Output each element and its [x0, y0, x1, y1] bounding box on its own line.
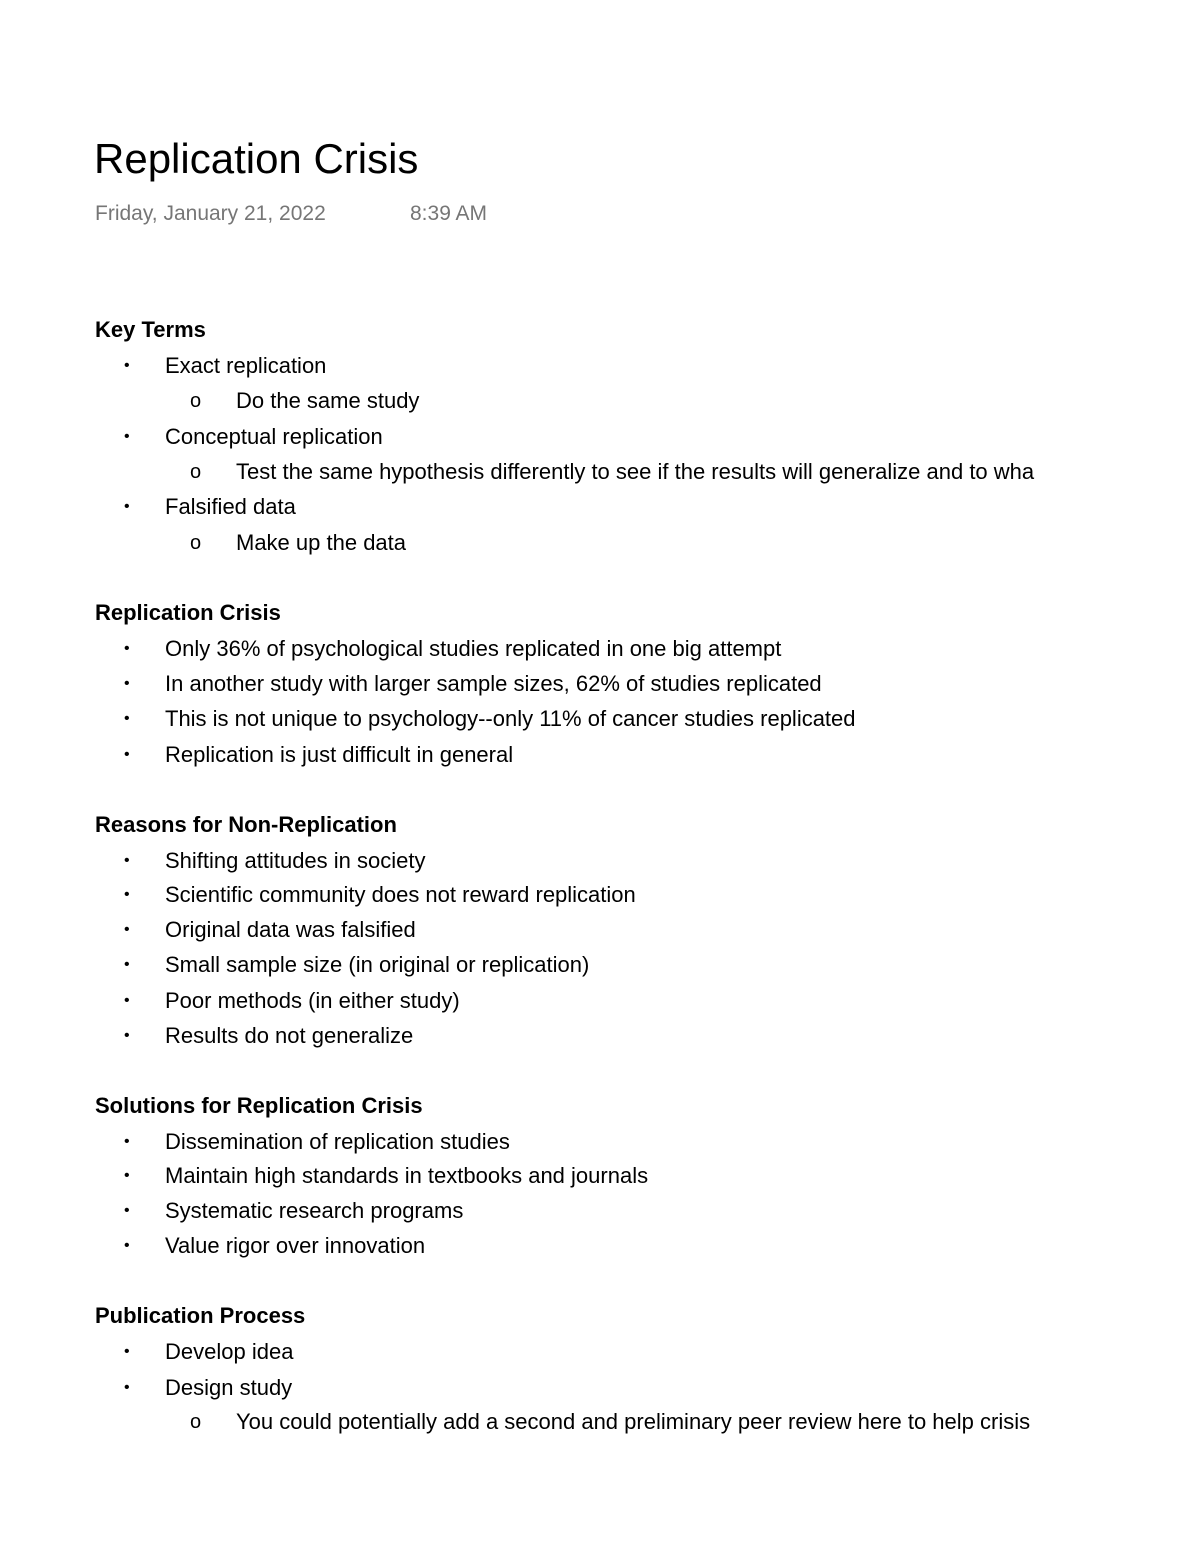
bullet-icon: •: [124, 886, 130, 903]
bullet-icon: •: [124, 956, 130, 973]
section-heading-reasons: Reasons for Non-Replication: [95, 812, 397, 837]
bullet-icon: •: [124, 746, 130, 763]
page-date: Friday, January 21, 2022: [95, 202, 326, 225]
bullet-icon: •: [124, 1167, 130, 1184]
list-item-text: Dissemination of replication studies: [165, 1129, 510, 1154]
list-item-text: Original data was falsified: [165, 917, 416, 942]
page-title: Replication Crisis: [94, 135, 419, 182]
sub-bullet-icon: o: [190, 532, 202, 554]
sub-list-item-text: Test the same hypothesis differently to see if the results will generalize and to wha: [236, 459, 1035, 484]
bullet-icon: •: [124, 1379, 130, 1396]
list-item-text: Conceptual replication: [165, 424, 383, 449]
bullet-icon: •: [124, 1027, 130, 1044]
list-item-text: Small sample size (in original or replication): [165, 952, 590, 977]
list-item-text: Exact replication: [165, 353, 327, 378]
sub-list-item-text: Do the same study: [236, 388, 420, 413]
list-item-text: In another study with larger sample sizes, 62% of studies replicated: [165, 671, 822, 696]
bullet-icon: •: [124, 992, 130, 1009]
list-item-text: Replication is just difficult in general: [165, 742, 514, 767]
sub-list-item-text: Make up the data: [236, 530, 407, 555]
bullet-icon: •: [124, 640, 130, 657]
list-item-text: Develop idea: [165, 1339, 294, 1364]
list-item-text: Design study: [165, 1375, 293, 1400]
list-item-text: This is not unique to psychology--only 11% of cancer studies replicated: [165, 706, 856, 731]
bullet-icon: •: [124, 1202, 130, 1219]
section-heading-publication: Publication Process: [95, 1303, 306, 1328]
bullet-icon: •: [124, 921, 130, 938]
bullet-icon: •: [124, 1343, 130, 1360]
list-item-text: Results do not generalize: [165, 1023, 414, 1048]
list-item-text: Poor methods (in either study): [165, 988, 460, 1013]
sub-bullet-icon: o: [190, 461, 202, 483]
list-item-text: Value rigor over innovation: [165, 1233, 426, 1258]
bullet-icon: •: [124, 498, 130, 515]
bullet-icon: •: [124, 357, 130, 374]
page-time: 8:39 AM: [410, 202, 488, 225]
sub-bullet-icon: o: [190, 1411, 202, 1433]
section-heading-key-terms: Key Terms: [95, 317, 206, 342]
list-item-text: Scientific community does not reward replication: [165, 882, 636, 907]
sub-bullet-icon: o: [190, 390, 202, 412]
bullet-icon: •: [124, 1133, 130, 1150]
list-item-text: Only 36% of psychological studies replicated in one big attempt: [165, 636, 782, 661]
bullet-icon: •: [124, 428, 130, 445]
list-item-text: Maintain high standards in textbooks and journals: [165, 1163, 649, 1188]
bullet-icon: •: [124, 710, 130, 727]
list-item-text: Shifting attitudes in society: [165, 848, 426, 873]
section-heading-replication-crisis: Replication Crisis: [95, 600, 281, 625]
bullet-icon: •: [124, 1237, 130, 1254]
bullet-icon: •: [124, 852, 130, 869]
list-item-text: Systematic research programs: [165, 1198, 464, 1223]
list-item-text: Falsified data: [165, 494, 296, 519]
section-heading-solutions: Solutions for Replication Crisis: [95, 1093, 423, 1118]
bullet-icon: •: [124, 675, 130, 692]
sub-list-item-text: You could potentially add a second and preliminary peer review here to help crisis: [236, 1409, 1031, 1434]
